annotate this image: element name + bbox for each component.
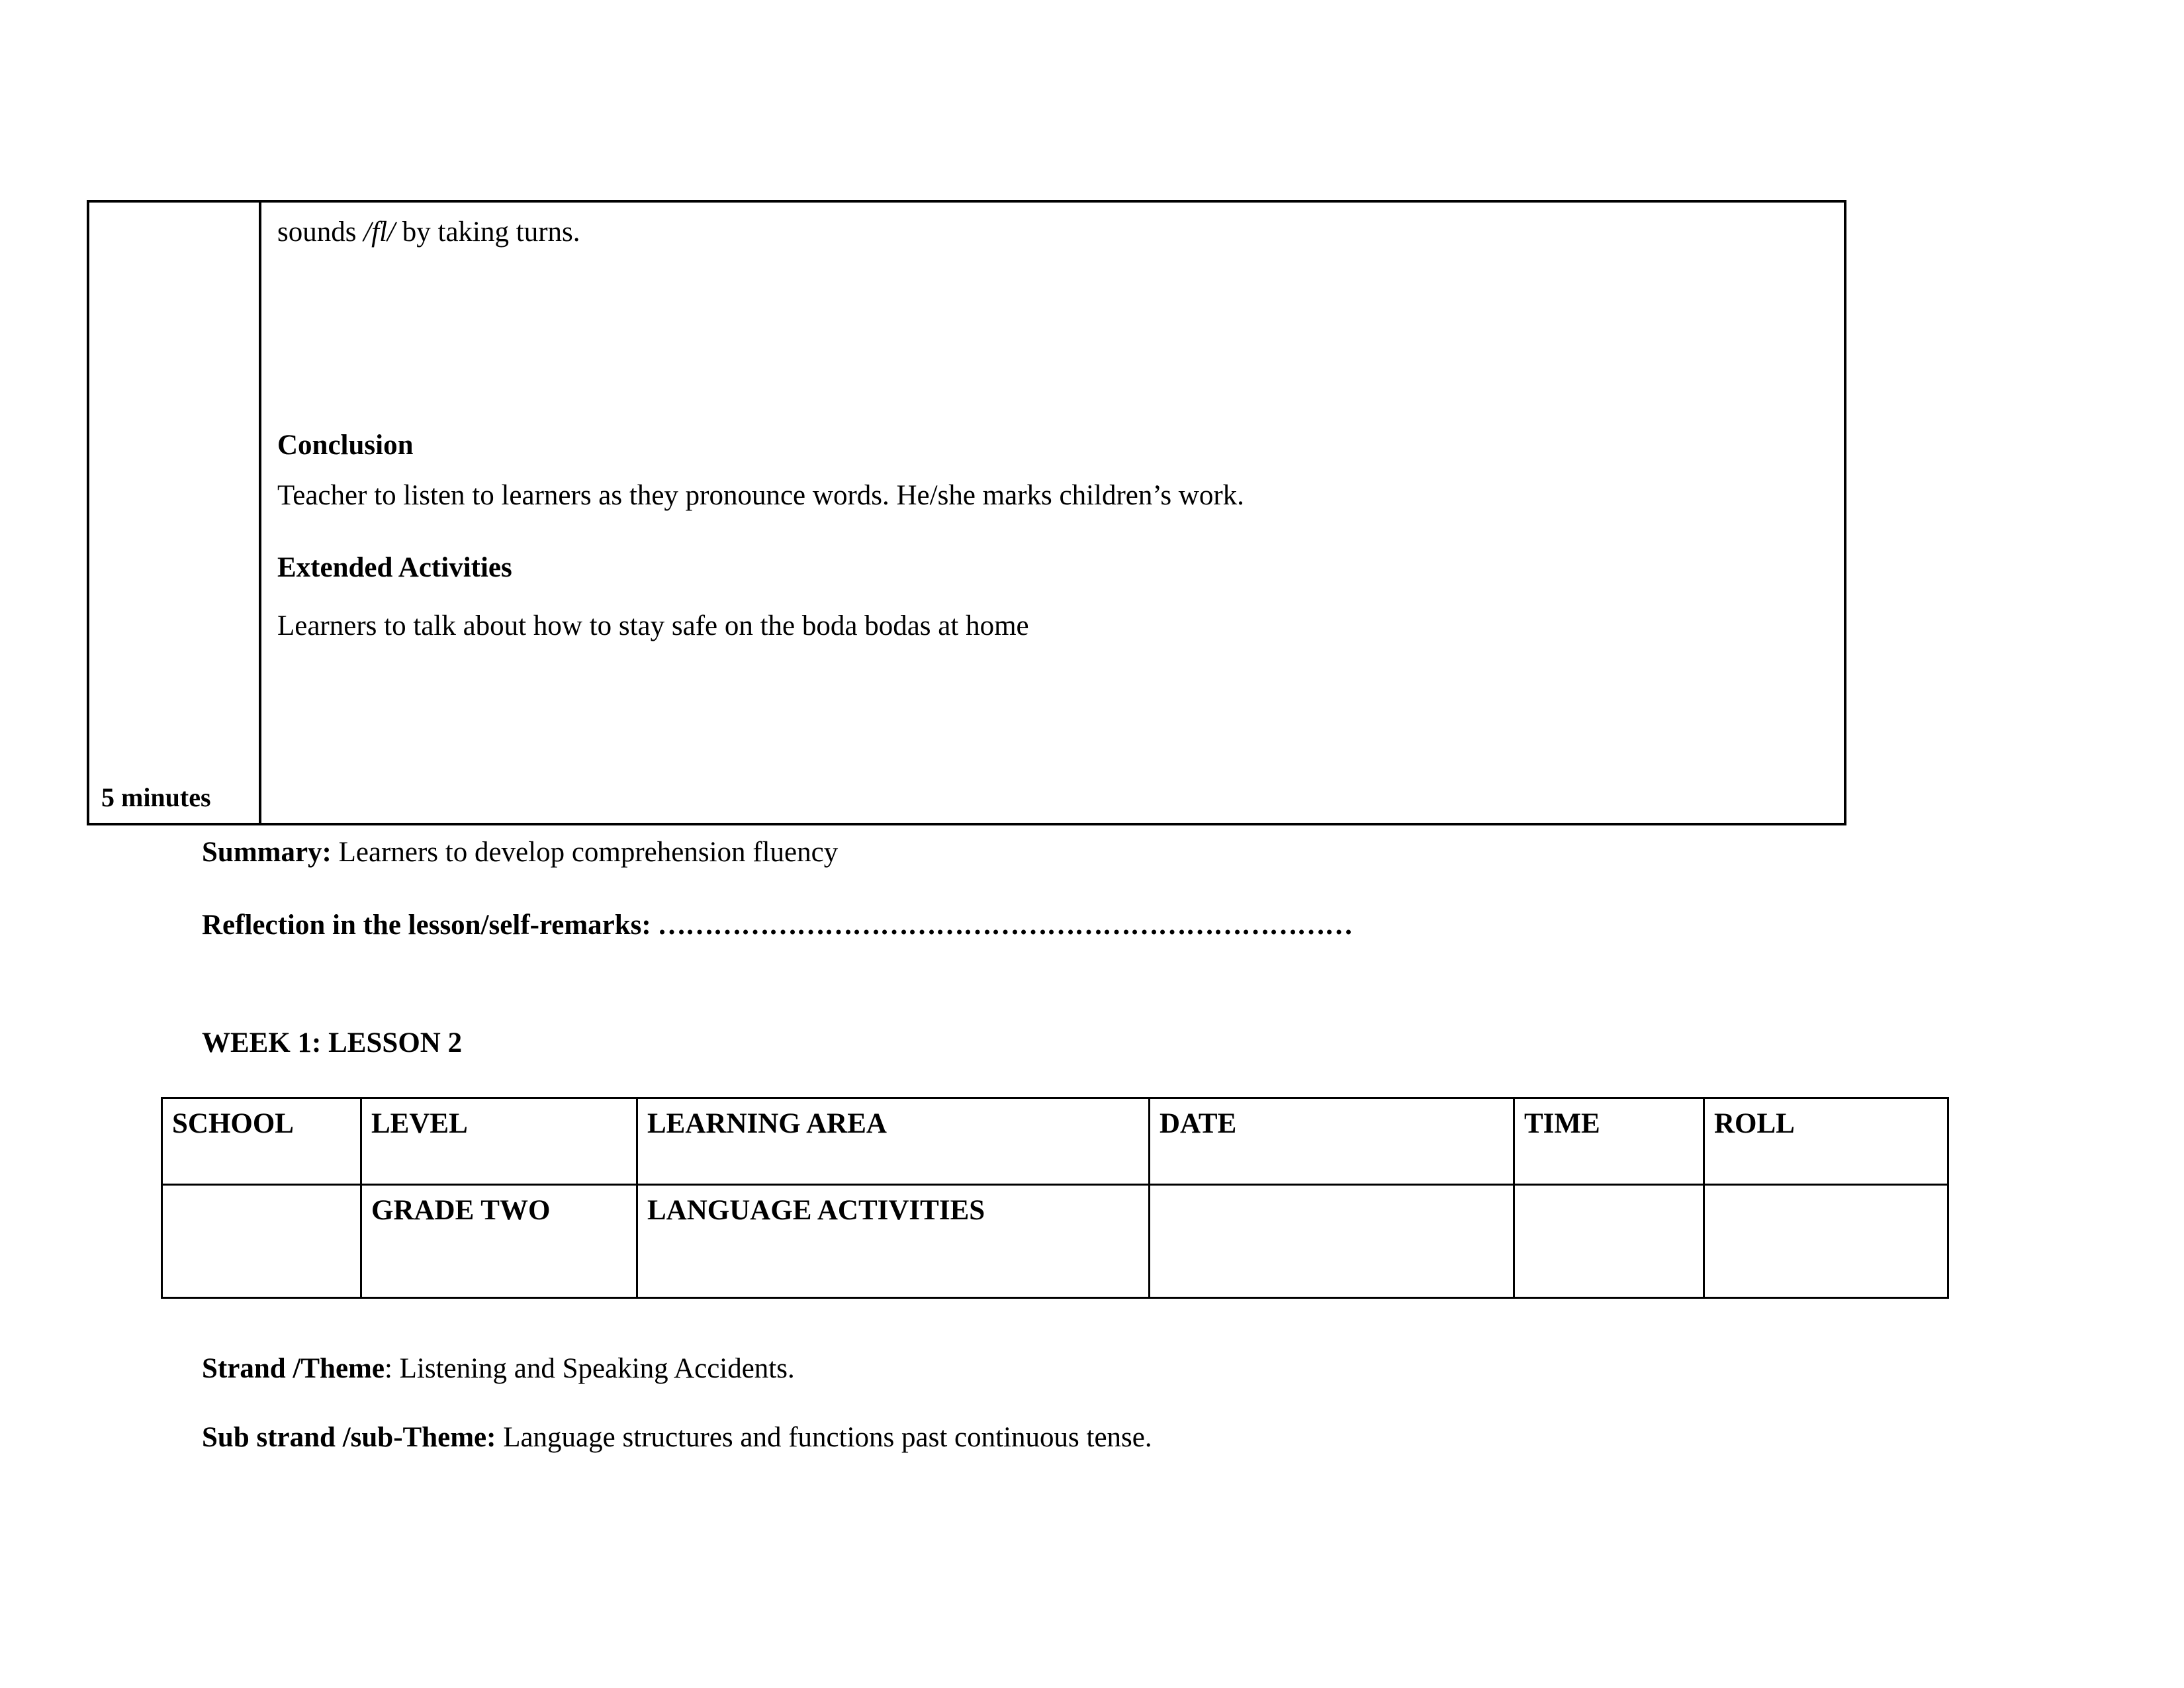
header-roll: ROLL [1704,1098,1948,1185]
cell-time[interactable] [1514,1185,1704,1298]
header-time: TIME [1514,1098,1704,1185]
phoneme-fl: /fl/ [363,216,396,248]
lesson-info-table [161,1097,1949,1299]
sub-strand-theme-value: Language structures and functions past continuous tense. [496,1421,1152,1453]
strand-theme-label: Strand /Theme [202,1353,385,1384]
conclusion-heading: Conclusion [277,429,414,461]
cell-roll[interactable] [1704,1185,1948,1298]
conclusion-text: Teacher to listen to learners as they pronounce words. He/she marks children’s work. [277,479,1244,511]
summary-value: Learners to develop comprehension fluency [331,837,839,868]
strand-theme-line [202,1352,1923,1386]
summary-line [202,835,1790,870]
sub-strand-theme-line [202,1421,1923,1455]
activity-duration-cell [89,203,261,823]
activity-duration-text: 5 minutes [101,782,211,812]
reflection-dots: ………………………………………………………………… [651,909,1353,941]
summary-reflection-block [202,835,1790,942]
extended-activities-text: Learners to talk about how to stay safe on the boda bodas at home [277,610,1029,641]
activity-body-cell [261,203,1844,823]
lesson-heading: WEEK 1: LESSON 2 [202,1027,463,1058]
sub-strand-theme-label: Sub strand /sub-Theme: [202,1421,496,1453]
cell-level[interactable]: GRADE TWO [361,1185,637,1298]
cell-date[interactable] [1150,1185,1514,1298]
header-learning-area: LEARNING AREA [637,1098,1150,1185]
activity-table [87,200,1846,825]
strand-theme-value: : Listening and Speaking Accidents. [384,1353,795,1384]
header-school: SCHOOL [162,1098,361,1185]
reflection-line [202,908,1790,943]
continued-sentence [277,214,1827,250]
cell-school[interactable] [162,1185,361,1298]
header-level: LEVEL [361,1098,637,1185]
cell-learning-area[interactable]: LANGUAGE ACTIVITIES [637,1185,1150,1298]
summary-label: Summary: [202,837,332,868]
table-row [162,1185,1948,1298]
table-header-row [162,1098,1948,1185]
extended-activities-heading: Extended Activities [277,552,512,584]
reflection-label: Reflection in the lesson/self-remarks: [202,909,651,941]
continued-sentence-prefix: sounds [277,216,364,248]
header-date: DATE [1150,1098,1514,1185]
strand-block [202,1352,1923,1454]
continued-sentence-suffix: by taking turns. [395,216,580,248]
